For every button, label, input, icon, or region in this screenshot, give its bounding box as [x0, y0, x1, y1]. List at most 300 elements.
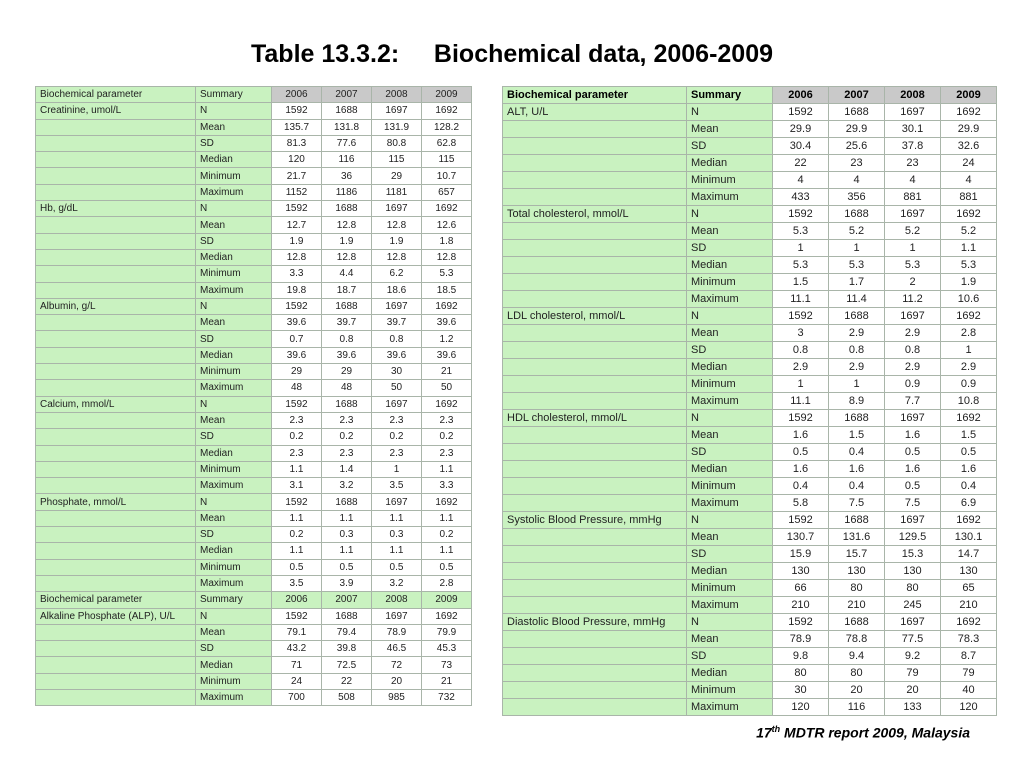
value-cell: 1697 — [372, 201, 422, 217]
table-row — [503, 189, 997, 206]
summary-cell: Median — [687, 359, 773, 376]
summary-cell: Median — [196, 347, 272, 363]
value-cell: 4.4 — [322, 266, 372, 282]
table-row — [503, 529, 997, 546]
value-cell: 79.9 — [422, 624, 472, 640]
parameter-cell — [36, 689, 196, 705]
value-cell: 15.3 — [885, 546, 941, 563]
value-cell: 80 — [829, 665, 885, 682]
value-cell: 1592 — [272, 608, 322, 624]
value-cell: 79.4 — [322, 624, 372, 640]
summary-cell: SD — [687, 342, 773, 359]
summary-cell: Mean — [196, 412, 272, 428]
value-cell: 0.8 — [773, 342, 829, 359]
value-cell: 129.5 — [885, 529, 941, 546]
value-cell: 7.5 — [885, 495, 941, 512]
value-cell: 2006 — [272, 592, 322, 608]
summary-cell: N — [687, 104, 773, 121]
summary-cell: N — [687, 308, 773, 325]
value-cell: 1.4 — [322, 461, 372, 477]
value-cell: 2.9 — [941, 359, 997, 376]
parameter-cell — [503, 461, 687, 478]
value-cell: 2007 — [322, 592, 372, 608]
value-cell: 77.5 — [885, 631, 941, 648]
table-row — [36, 184, 472, 200]
summary-cell: N — [196, 608, 272, 624]
summary-cell: SD — [196, 331, 272, 347]
value-cell: 48 — [322, 380, 372, 396]
table-row — [503, 240, 997, 257]
value-cell: 2.3 — [272, 445, 322, 461]
value-cell: 1.6 — [885, 427, 941, 444]
summary-cell: SD — [196, 429, 272, 445]
value-cell: 130 — [885, 563, 941, 580]
value-cell: 2007 — [829, 87, 885, 104]
value-cell: 131.6 — [829, 529, 885, 546]
summary-cell: Median — [196, 249, 272, 265]
value-cell: 37.8 — [885, 138, 941, 155]
table-row — [503, 699, 997, 716]
value-cell: 3.3 — [272, 266, 322, 282]
summary-cell: Median — [196, 657, 272, 673]
value-cell: 40 — [941, 682, 997, 699]
parameter-cell — [503, 223, 687, 240]
value-cell: 79 — [885, 665, 941, 682]
summary-cell: Maximum — [196, 184, 272, 200]
value-cell: 1 — [829, 376, 885, 393]
summary-cell: Minimum — [687, 172, 773, 189]
value-cell: 1.6 — [941, 461, 997, 478]
value-cell: 5.2 — [829, 223, 885, 240]
summary-cell: SD — [196, 641, 272, 657]
summary-cell: N — [196, 103, 272, 119]
value-cell: 39.8 — [322, 641, 372, 657]
parameter-cell — [503, 546, 687, 563]
summary-cell: Maximum — [687, 393, 773, 410]
value-cell: 1.5 — [829, 427, 885, 444]
parameter-cell: Albumin, g/L — [36, 298, 196, 314]
parameter-cell: Diastolic Blood Pressure, mmHg — [503, 614, 687, 631]
table-row — [36, 575, 472, 591]
parameter-cell: HDL cholesterol, mmol/L — [503, 410, 687, 427]
value-cell: 78.9 — [773, 631, 829, 648]
summary-cell: Minimum — [687, 274, 773, 291]
summary-cell: Median — [687, 257, 773, 274]
value-cell: 1.1 — [272, 510, 322, 526]
parameter-cell — [36, 445, 196, 461]
summary-cell: Maximum — [687, 597, 773, 614]
summary-cell: SD — [687, 546, 773, 563]
value-cell: 0.8 — [829, 342, 885, 359]
value-cell: 65 — [941, 580, 997, 597]
summary-cell: N — [196, 494, 272, 510]
parameter-cell — [503, 189, 687, 206]
value-cell: 0.7 — [272, 331, 322, 347]
table-row — [503, 308, 997, 325]
value-cell: 2.9 — [829, 325, 885, 342]
value-cell: 21 — [422, 364, 472, 380]
value-cell: 1.1 — [372, 543, 422, 559]
value-cell: 135.7 — [272, 119, 322, 135]
parameter-cell — [36, 168, 196, 184]
value-cell: 1692 — [941, 614, 997, 631]
summary-cell: SD — [196, 135, 272, 151]
summary-cell: Mean — [687, 427, 773, 444]
value-cell: 732 — [422, 689, 472, 705]
table-row — [503, 512, 997, 529]
summary-cell: Mean — [687, 223, 773, 240]
value-cell: 29 — [322, 364, 372, 380]
summary-cell: N — [687, 410, 773, 427]
value-cell: 1181 — [372, 184, 422, 200]
value-cell: 1697 — [885, 410, 941, 427]
value-cell: 3.9 — [322, 575, 372, 591]
value-cell: 12.8 — [372, 217, 422, 233]
table-row — [36, 282, 472, 298]
summary-cell: Minimum — [687, 580, 773, 597]
summary-cell: Minimum — [196, 168, 272, 184]
summary-cell: Maximum — [687, 699, 773, 716]
summary-cell: Median — [196, 543, 272, 559]
value-cell: 115 — [372, 152, 422, 168]
value-cell: 433 — [773, 189, 829, 206]
value-cell: 12.8 — [322, 217, 372, 233]
value-cell: 10.6 — [941, 291, 997, 308]
value-cell: 5.3 — [422, 266, 472, 282]
table-row — [503, 410, 997, 427]
summary-cell: Minimum — [687, 682, 773, 699]
parameter-cell — [503, 580, 687, 597]
value-cell: 2009 — [422, 592, 472, 608]
value-cell: 39.7 — [372, 315, 422, 331]
value-cell: 700 — [272, 689, 322, 705]
summary-cell: Summary — [196, 592, 272, 608]
value-cell: 0.8 — [322, 331, 372, 347]
value-cell: 1697 — [372, 396, 422, 412]
value-cell: 1697 — [885, 104, 941, 121]
parameter-cell — [503, 240, 687, 257]
table-row — [36, 201, 472, 217]
value-cell: 2008 — [372, 592, 422, 608]
summary-cell: Mean — [687, 325, 773, 342]
value-cell: 1.1 — [322, 510, 372, 526]
value-cell: 1688 — [322, 396, 372, 412]
value-cell: 1697 — [885, 512, 941, 529]
value-cell: 2.8 — [422, 575, 472, 591]
value-cell: 11.4 — [829, 291, 885, 308]
value-cell: 29 — [272, 364, 322, 380]
value-cell: 1186 — [322, 184, 372, 200]
value-cell: 3.2 — [372, 575, 422, 591]
parameter-cell: Creatinine, umol/L — [36, 103, 196, 119]
table-row — [36, 298, 472, 314]
value-cell: 210 — [773, 597, 829, 614]
parameter-cell — [36, 119, 196, 135]
value-cell: 1688 — [322, 103, 372, 119]
value-cell: 1.1 — [422, 543, 472, 559]
table-row — [36, 249, 472, 265]
value-cell: 1688 — [829, 614, 885, 631]
value-cell: 1697 — [885, 614, 941, 631]
value-cell: 2.3 — [422, 412, 472, 428]
table-row — [503, 223, 997, 240]
parameter-cell — [36, 575, 196, 591]
value-cell: 81.3 — [272, 135, 322, 151]
table-row — [36, 217, 472, 233]
summary-cell: Minimum — [196, 266, 272, 282]
value-cell: 43.2 — [272, 641, 322, 657]
table-row — [36, 168, 472, 184]
value-cell: 2.9 — [885, 325, 941, 342]
value-cell: 9.2 — [885, 648, 941, 665]
value-cell: 130 — [829, 563, 885, 580]
table-row — [36, 412, 472, 428]
value-cell: 3.5 — [372, 478, 422, 494]
summary-cell: Median — [687, 461, 773, 478]
parameter-cell — [36, 461, 196, 477]
table-row — [36, 510, 472, 526]
value-cell: 12.8 — [322, 249, 372, 265]
value-cell: 0.2 — [272, 527, 322, 543]
parameter-cell — [503, 274, 687, 291]
summary-cell: SD — [687, 240, 773, 257]
summary-cell: Maximum — [196, 689, 272, 705]
value-cell: 77.6 — [322, 135, 372, 151]
value-cell: 5.3 — [885, 257, 941, 274]
table-row — [503, 682, 997, 699]
parameter-cell — [36, 412, 196, 428]
table-row — [36, 624, 472, 640]
parameter-cell — [503, 393, 687, 410]
value-cell: 78.9 — [372, 624, 422, 640]
value-cell: 50 — [372, 380, 422, 396]
parameter-cell — [503, 155, 687, 172]
table-row — [503, 461, 997, 478]
parameter-cell — [36, 249, 196, 265]
table-row — [503, 393, 997, 410]
value-cell: 210 — [941, 597, 997, 614]
summary-cell: SD — [687, 648, 773, 665]
value-cell: 1.6 — [773, 461, 829, 478]
value-cell: 1692 — [422, 396, 472, 412]
value-cell: 1692 — [422, 298, 472, 314]
value-cell: 128.2 — [422, 119, 472, 135]
parameter-cell — [36, 380, 196, 396]
summary-cell: Maximum — [196, 282, 272, 298]
value-cell: 20 — [829, 682, 885, 699]
table-row — [36, 396, 472, 412]
value-cell: 18.5 — [422, 282, 472, 298]
value-cell: 2.9 — [885, 359, 941, 376]
summary-cell: SD — [196, 527, 272, 543]
summary-cell: N — [687, 512, 773, 529]
table-header-row — [36, 87, 472, 103]
table-row — [503, 427, 997, 444]
value-cell: 2.9 — [773, 359, 829, 376]
parameter-cell: Biochemical parameter — [36, 87, 196, 103]
parameter-cell — [503, 563, 687, 580]
value-cell: 22 — [773, 155, 829, 172]
value-cell: 1692 — [941, 410, 997, 427]
value-cell: 32.6 — [941, 138, 997, 155]
value-cell: 1.9 — [322, 233, 372, 249]
value-cell: 7.5 — [829, 495, 885, 512]
table-row — [36, 559, 472, 575]
value-cell: 22 — [322, 673, 372, 689]
value-cell: 1 — [829, 240, 885, 257]
value-cell: 1592 — [272, 396, 322, 412]
value-cell: 2.3 — [322, 412, 372, 428]
value-cell: 11.2 — [885, 291, 941, 308]
table-row — [36, 315, 472, 331]
parameter-cell — [36, 543, 196, 559]
value-cell: 29.9 — [941, 121, 997, 138]
value-cell: 1.5 — [941, 427, 997, 444]
parameter-cell — [36, 152, 196, 168]
summary-cell: Mean — [687, 631, 773, 648]
table-row — [503, 359, 997, 376]
parameter-cell — [36, 217, 196, 233]
table-row — [36, 657, 472, 673]
value-cell: 1 — [773, 376, 829, 393]
value-cell: 79.1 — [272, 624, 322, 640]
parameter-cell — [503, 648, 687, 665]
value-cell: 1592 — [773, 206, 829, 223]
value-cell: 0.8 — [372, 331, 422, 347]
summary-cell: Median — [196, 152, 272, 168]
value-cell: 131.8 — [322, 119, 372, 135]
value-cell: 1592 — [773, 410, 829, 427]
parameter-cell — [36, 331, 196, 347]
value-cell: 1 — [941, 342, 997, 359]
value-cell: 30.4 — [773, 138, 829, 155]
table-row — [36, 478, 472, 494]
parameter-cell: Biochemical parameter — [36, 592, 196, 608]
value-cell: 1.8 — [422, 233, 472, 249]
value-cell: 2006 — [272, 87, 322, 103]
value-cell: 1688 — [829, 308, 885, 325]
table-row — [503, 614, 997, 631]
value-cell: 1692 — [941, 206, 997, 223]
value-cell: 3.2 — [322, 478, 372, 494]
summary-cell: Maximum — [687, 495, 773, 512]
value-cell: 25.6 — [829, 138, 885, 155]
value-cell: 39.6 — [322, 347, 372, 363]
value-cell: 79 — [941, 665, 997, 682]
value-cell: 2.3 — [272, 412, 322, 428]
table-row — [503, 376, 997, 393]
value-cell: 1688 — [322, 298, 372, 314]
value-cell: 5.3 — [941, 257, 997, 274]
value-cell: 39.6 — [272, 315, 322, 331]
value-cell: 1.1 — [422, 461, 472, 477]
parameter-cell — [36, 429, 196, 445]
value-cell: 30 — [773, 682, 829, 699]
summary-cell: SD — [196, 233, 272, 249]
summary-cell: Minimum — [196, 673, 272, 689]
summary-cell: Median — [196, 445, 272, 461]
summary-cell: SD — [687, 444, 773, 461]
table-row — [36, 641, 472, 657]
value-cell: 62.8 — [422, 135, 472, 151]
summary-cell: Minimum — [196, 461, 272, 477]
table-header-row — [36, 592, 472, 608]
value-cell: 0.2 — [322, 429, 372, 445]
parameter-cell — [36, 624, 196, 640]
value-cell: 80 — [773, 665, 829, 682]
value-cell: 5.3 — [773, 223, 829, 240]
value-cell: 0.4 — [941, 478, 997, 495]
table-row — [36, 135, 472, 151]
parameter-cell — [503, 172, 687, 189]
table-row — [503, 206, 997, 223]
value-cell: 11.1 — [773, 393, 829, 410]
value-cell: 985 — [372, 689, 422, 705]
value-cell: 115 — [422, 152, 472, 168]
summary-cell: Minimum — [687, 478, 773, 495]
value-cell: 1.9 — [941, 274, 997, 291]
value-cell: 9.4 — [829, 648, 885, 665]
value-cell: 8.7 — [941, 648, 997, 665]
value-cell: 39.6 — [372, 347, 422, 363]
value-cell: 21 — [422, 673, 472, 689]
value-cell: 1688 — [829, 104, 885, 121]
summary-cell: Mean — [196, 217, 272, 233]
value-cell: 1688 — [829, 512, 885, 529]
parameter-cell: Calcium, mmol/L — [36, 396, 196, 412]
table-row — [503, 172, 997, 189]
value-cell: 116 — [322, 152, 372, 168]
table-row — [36, 364, 472, 380]
value-cell: 80 — [885, 580, 941, 597]
value-cell: 1688 — [322, 201, 372, 217]
value-cell: 1.7 — [829, 274, 885, 291]
value-cell: 12.6 — [422, 217, 472, 233]
value-cell: 1.1 — [422, 510, 472, 526]
table-row — [36, 429, 472, 445]
value-cell: 2.3 — [372, 445, 422, 461]
value-cell: 2.8 — [941, 325, 997, 342]
value-cell: 131.9 — [372, 119, 422, 135]
summary-cell: Mean — [196, 510, 272, 526]
parameter-cell — [503, 665, 687, 682]
value-cell: 2.3 — [422, 445, 472, 461]
value-cell: 0.5 — [773, 444, 829, 461]
value-cell: 45.3 — [422, 641, 472, 657]
value-cell: 1692 — [422, 103, 472, 119]
value-cell: 1692 — [941, 104, 997, 121]
value-cell: 4 — [885, 172, 941, 189]
parameter-cell — [503, 631, 687, 648]
summary-cell: N — [687, 614, 773, 631]
value-cell: 0.9 — [885, 376, 941, 393]
table-row — [503, 291, 997, 308]
parameter-cell — [36, 135, 196, 151]
value-cell: 20 — [372, 673, 422, 689]
value-cell: 657 — [422, 184, 472, 200]
value-cell: 5.8 — [773, 495, 829, 512]
slide-title: Table 13.3.2: Biochemical data, 2006-2009 — [250, 40, 774, 68]
table-row — [503, 648, 997, 665]
value-cell: 12.7 — [272, 217, 322, 233]
value-cell: 3.5 — [272, 575, 322, 591]
value-cell: 1692 — [422, 201, 472, 217]
summary-cell: Median — [687, 155, 773, 172]
value-cell: 10.8 — [941, 393, 997, 410]
value-cell: 4 — [829, 172, 885, 189]
value-cell: 0.5 — [372, 559, 422, 575]
value-cell: 73 — [422, 657, 472, 673]
